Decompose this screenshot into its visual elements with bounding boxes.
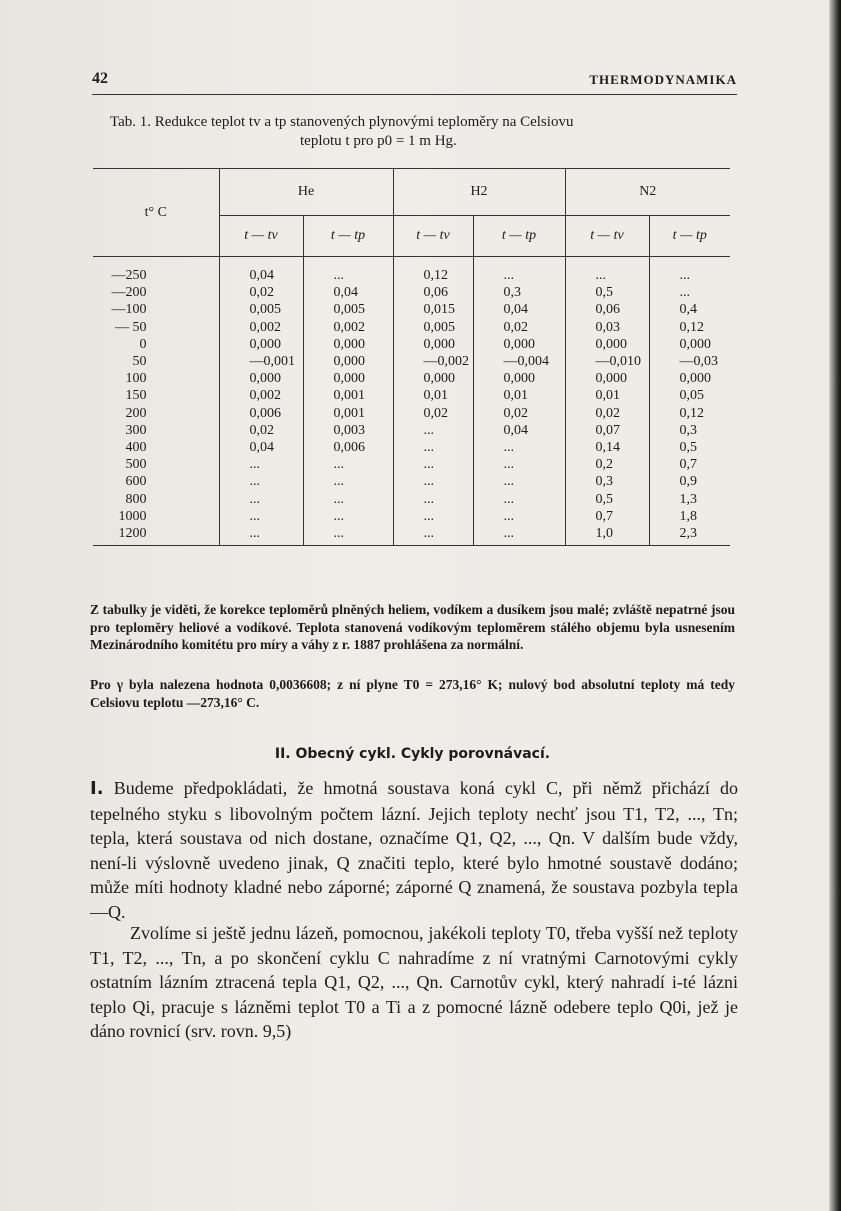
cell-value: 0,000 (649, 336, 730, 353)
cell-value: 0,04 (219, 267, 303, 284)
cell-value: 0,02 (393, 405, 473, 422)
cell-value: 1,0 (565, 525, 649, 546)
caption-line-2: teplotu t pro p0 = 1 m Hg. (300, 133, 457, 149)
cell-value: 0,02 (219, 422, 303, 439)
cell-value: 0,5 (565, 284, 649, 301)
cell-temperature: 400 (125, 439, 147, 455)
cell-temperature: 1000 (118, 508, 147, 524)
table-row (93, 456, 730, 473)
cell-value: 0,5 (565, 490, 649, 507)
cell-temperature: —250 (111, 268, 147, 284)
cell-value: 0,002 (219, 319, 303, 336)
cell-temperature: 1200 (93, 525, 219, 546)
cell-temperature: —200 (111, 285, 147, 301)
cell-temperature: 50 (132, 354, 147, 370)
cell-value: ... (303, 508, 393, 525)
cell-temperature: 300 (125, 422, 147, 438)
table-row (93, 301, 730, 318)
cell-value: ... (393, 456, 473, 473)
cell-temperature: 100 (125, 371, 147, 387)
cell-value: 0,12 (649, 405, 730, 422)
cell-value: ... (219, 508, 303, 525)
cell-value: 1,8 (649, 508, 730, 525)
cell-value: ... (393, 490, 473, 507)
cell-value: 0,02 (219, 284, 303, 301)
cell-value: 0,02 (565, 405, 649, 422)
paragraph-table-note: Z tabulky je viděti, že korekce teploměrů plněných heliem, vodíkem a dusíkem jsou malé; zvláště nepatrné jsou pro teploměry heliové a vodíkové. Teplota stanovená vodíkovým teploměrem stálého objemu byla usnesením Mezinárodního komitétu pro míry a váhy z r. 1887 prohlášena za normální. (90, 602, 735, 652)
cell-value: 0,003 (303, 422, 393, 439)
cell-value: 0,005 (303, 301, 393, 318)
cell-value: 0,5 (649, 439, 730, 456)
cell-value: 0,06 (393, 284, 473, 301)
cell-value: —0,010 (565, 353, 649, 370)
cell-value: ... (473, 439, 565, 456)
cell-value: ... (303, 525, 393, 546)
table-caption (110, 113, 740, 151)
cell-value: 0,000 (303, 353, 393, 370)
cell-value: 0,02 (473, 319, 565, 336)
cell-value: 0,03 (565, 319, 649, 336)
table-row (93, 490, 730, 507)
cell-value: 0,002 (303, 319, 393, 336)
caption-line-1: Tab. 1. Redukce teplot tv a tp stanovených plynovými teploměry na Celsiovu (110, 114, 574, 130)
cell-value: ... (303, 473, 393, 490)
cell-temperature: 800 (125, 491, 147, 507)
cell-value: 0,01 (393, 387, 473, 404)
table-row (93, 473, 730, 490)
cell-temperature: 600 (125, 474, 147, 490)
cell-value: 0,12 (649, 319, 730, 336)
cell-value: 0,12 (393, 267, 473, 284)
cell-value: 0,000 (565, 336, 649, 353)
cell-value: 0,7 (649, 456, 730, 473)
cell-value: ... (393, 508, 473, 525)
table-row (93, 422, 730, 439)
cell-value: ... (649, 267, 730, 284)
cell-value: 0,000 (393, 370, 473, 387)
cell-value: 0,000 (219, 370, 303, 387)
table-row (93, 319, 730, 336)
body-paragraph-1 (90, 776, 738, 924)
cell-value: 0,015 (393, 301, 473, 318)
cell-value: ... (219, 456, 303, 473)
cell-value: 0,01 (473, 387, 565, 404)
cell-value: 0,001 (303, 405, 393, 422)
cell-value: ... (649, 284, 730, 301)
table-row (93, 370, 730, 387)
header-rule (92, 94, 737, 95)
table-row (93, 284, 730, 301)
cell-value: 0,14 (565, 439, 649, 456)
cell-value: 0,05 (649, 387, 730, 404)
cell-value: 0,000 (303, 370, 393, 387)
table-row (93, 525, 730, 546)
cell-value: —0,001 (219, 353, 303, 370)
cell-temperature: 0 (139, 336, 147, 352)
table-row (93, 336, 730, 353)
cell-value: 0,005 (219, 301, 303, 318)
header-n2-v: t — tv (565, 216, 649, 257)
cell-value: ... (393, 473, 473, 490)
cell-value: 0,04 (473, 422, 565, 439)
cell-value: 0,000 (303, 336, 393, 353)
cell-value: ... (219, 490, 303, 507)
cell-value: 0,000 (565, 370, 649, 387)
cell-value: 0,005 (393, 319, 473, 336)
cell-value: 0,000 (219, 336, 303, 353)
cell-value: 0,3 (649, 422, 730, 439)
reduction-table (93, 168, 730, 546)
cell-value: 0,000 (473, 370, 565, 387)
cell-value: ... (219, 473, 303, 490)
cell-value: 1,3 (649, 490, 730, 507)
body-paragraph-1-text: Budeme předpokládati, že hmotná soustava koná cykl C, při němž přichází do tepelného styku s libovolným počtem lázní. Jejich teploty nechť jsou T1, T2, ..., Tn; tepla, která soustava od nich dostane, označíme Q1, Q2, ..., Qn. V dalším bude vždy, není-li výslovně uvedeno jinak, Q značiti teplo, které bylo hmotné soustavě dodáno; může míti hodnoty kladné nebo záporné; záporné Q znamená, že soustava pozbyla tepla —Q. (90, 778, 738, 922)
cell-value: 0,4 (649, 301, 730, 318)
cell-value: 0,01 (565, 387, 649, 404)
cell-value: 0,2 (565, 456, 649, 473)
cell-value: ... (303, 490, 393, 507)
cell-value: ... (473, 267, 565, 284)
header-h2-p: t — tp (473, 216, 565, 257)
body-paragraph-2: Zvolíme si ještě jednu lázeň, pomocnou, jakékoli teploty T0, třeba vyšší než teploty T1, T2, ..., Tn, a po skončení cyklu C nahradíme z ní vratnými Carnotovými cykly ostatním lázním ztracená tepla Q1, Q2, ..., Qn. Carnotův cykl, který nahradí i-té lázni teplo Qi, pracuje s lázněmi teplot T0 a Ti a z pomocné lázně odebere teplo Q0i, jež je dáno rovnicí (srv. rovn. 9,5) (90, 923, 738, 1041)
section-heading: II. Obecný cykl. Cykly porovnávací. (274, 746, 551, 762)
cell-value: ... (473, 456, 565, 473)
cell-value: ... (393, 525, 473, 546)
cell-value: ... (303, 267, 393, 284)
table-row (93, 387, 730, 404)
cell-value: 0,006 (219, 405, 303, 422)
cell-value: ... (393, 439, 473, 456)
table-row (93, 508, 730, 525)
cell-value: 0,001 (303, 387, 393, 404)
header-he-p: t — tp (303, 216, 393, 257)
cell-value: 0,9 (649, 473, 730, 490)
scan-edge-shadow (829, 0, 841, 1211)
cell-temperature: 200 (125, 405, 147, 421)
cell-value: 0,07 (565, 422, 649, 439)
page-header (92, 70, 737, 92)
cell-value: ... (473, 473, 565, 490)
cell-value: ... (473, 490, 565, 507)
header-he-v: t — tv (219, 216, 303, 257)
cell-value: ... (473, 508, 565, 525)
cell-value: ... (393, 422, 473, 439)
cell-value: ... (303, 456, 393, 473)
cell-value: 0,04 (219, 439, 303, 456)
cell-value: 0,3 (473, 284, 565, 301)
header-temperature: t° C (93, 169, 219, 257)
cell-value: 0,000 (649, 370, 730, 387)
cell-value: 0,06 (565, 301, 649, 318)
running-title: THERMODYNAMIKA (589, 72, 737, 87)
cell-temperature: —100 (111, 302, 147, 318)
cell-temperature: — 50 (115, 319, 147, 335)
header-he: He (219, 169, 393, 216)
header-h2-v: t — tv (393, 216, 473, 257)
header-n2: N2 (565, 169, 730, 216)
cell-value: —0,03 (649, 353, 730, 370)
cell-value: 2,3 (649, 525, 730, 546)
cell-value: 0,002 (219, 387, 303, 404)
page-number: 42 (92, 70, 108, 87)
cell-value: 0,02 (473, 405, 565, 422)
table-row (93, 267, 730, 284)
cell-value: 0,04 (473, 301, 565, 318)
cell-value: 0,04 (303, 284, 393, 301)
header-h2: H2 (393, 169, 565, 216)
table-row (93, 353, 730, 370)
table-row (93, 405, 730, 422)
cell-value: —0,002 (393, 353, 473, 370)
paragraph-absolute-zero: Pro γ byla nalezena hodnota 0,0036608; z ní plyne T0 = 273,16° K; nulový bod absolutní teploty má tedy Celsiovu teplotu —273,16° C. (90, 677, 735, 710)
header-n2-p: t — tp (649, 216, 730, 257)
table-row (93, 439, 730, 456)
cell-temperature: 150 (125, 388, 147, 404)
cell-value: ... (473, 525, 565, 546)
cell-value: —0,004 (473, 353, 565, 370)
cell-temperature: 500 (125, 457, 147, 473)
cell-value: ... (219, 525, 303, 546)
cell-value: 0,000 (473, 336, 565, 353)
cell-value: ... (565, 267, 649, 284)
section-number: I. (90, 778, 104, 799)
cell-value: 0,000 (393, 336, 473, 353)
cell-value: 0,7 (565, 508, 649, 525)
cell-value: 0,3 (565, 473, 649, 490)
cell-value: 0,006 (303, 439, 393, 456)
